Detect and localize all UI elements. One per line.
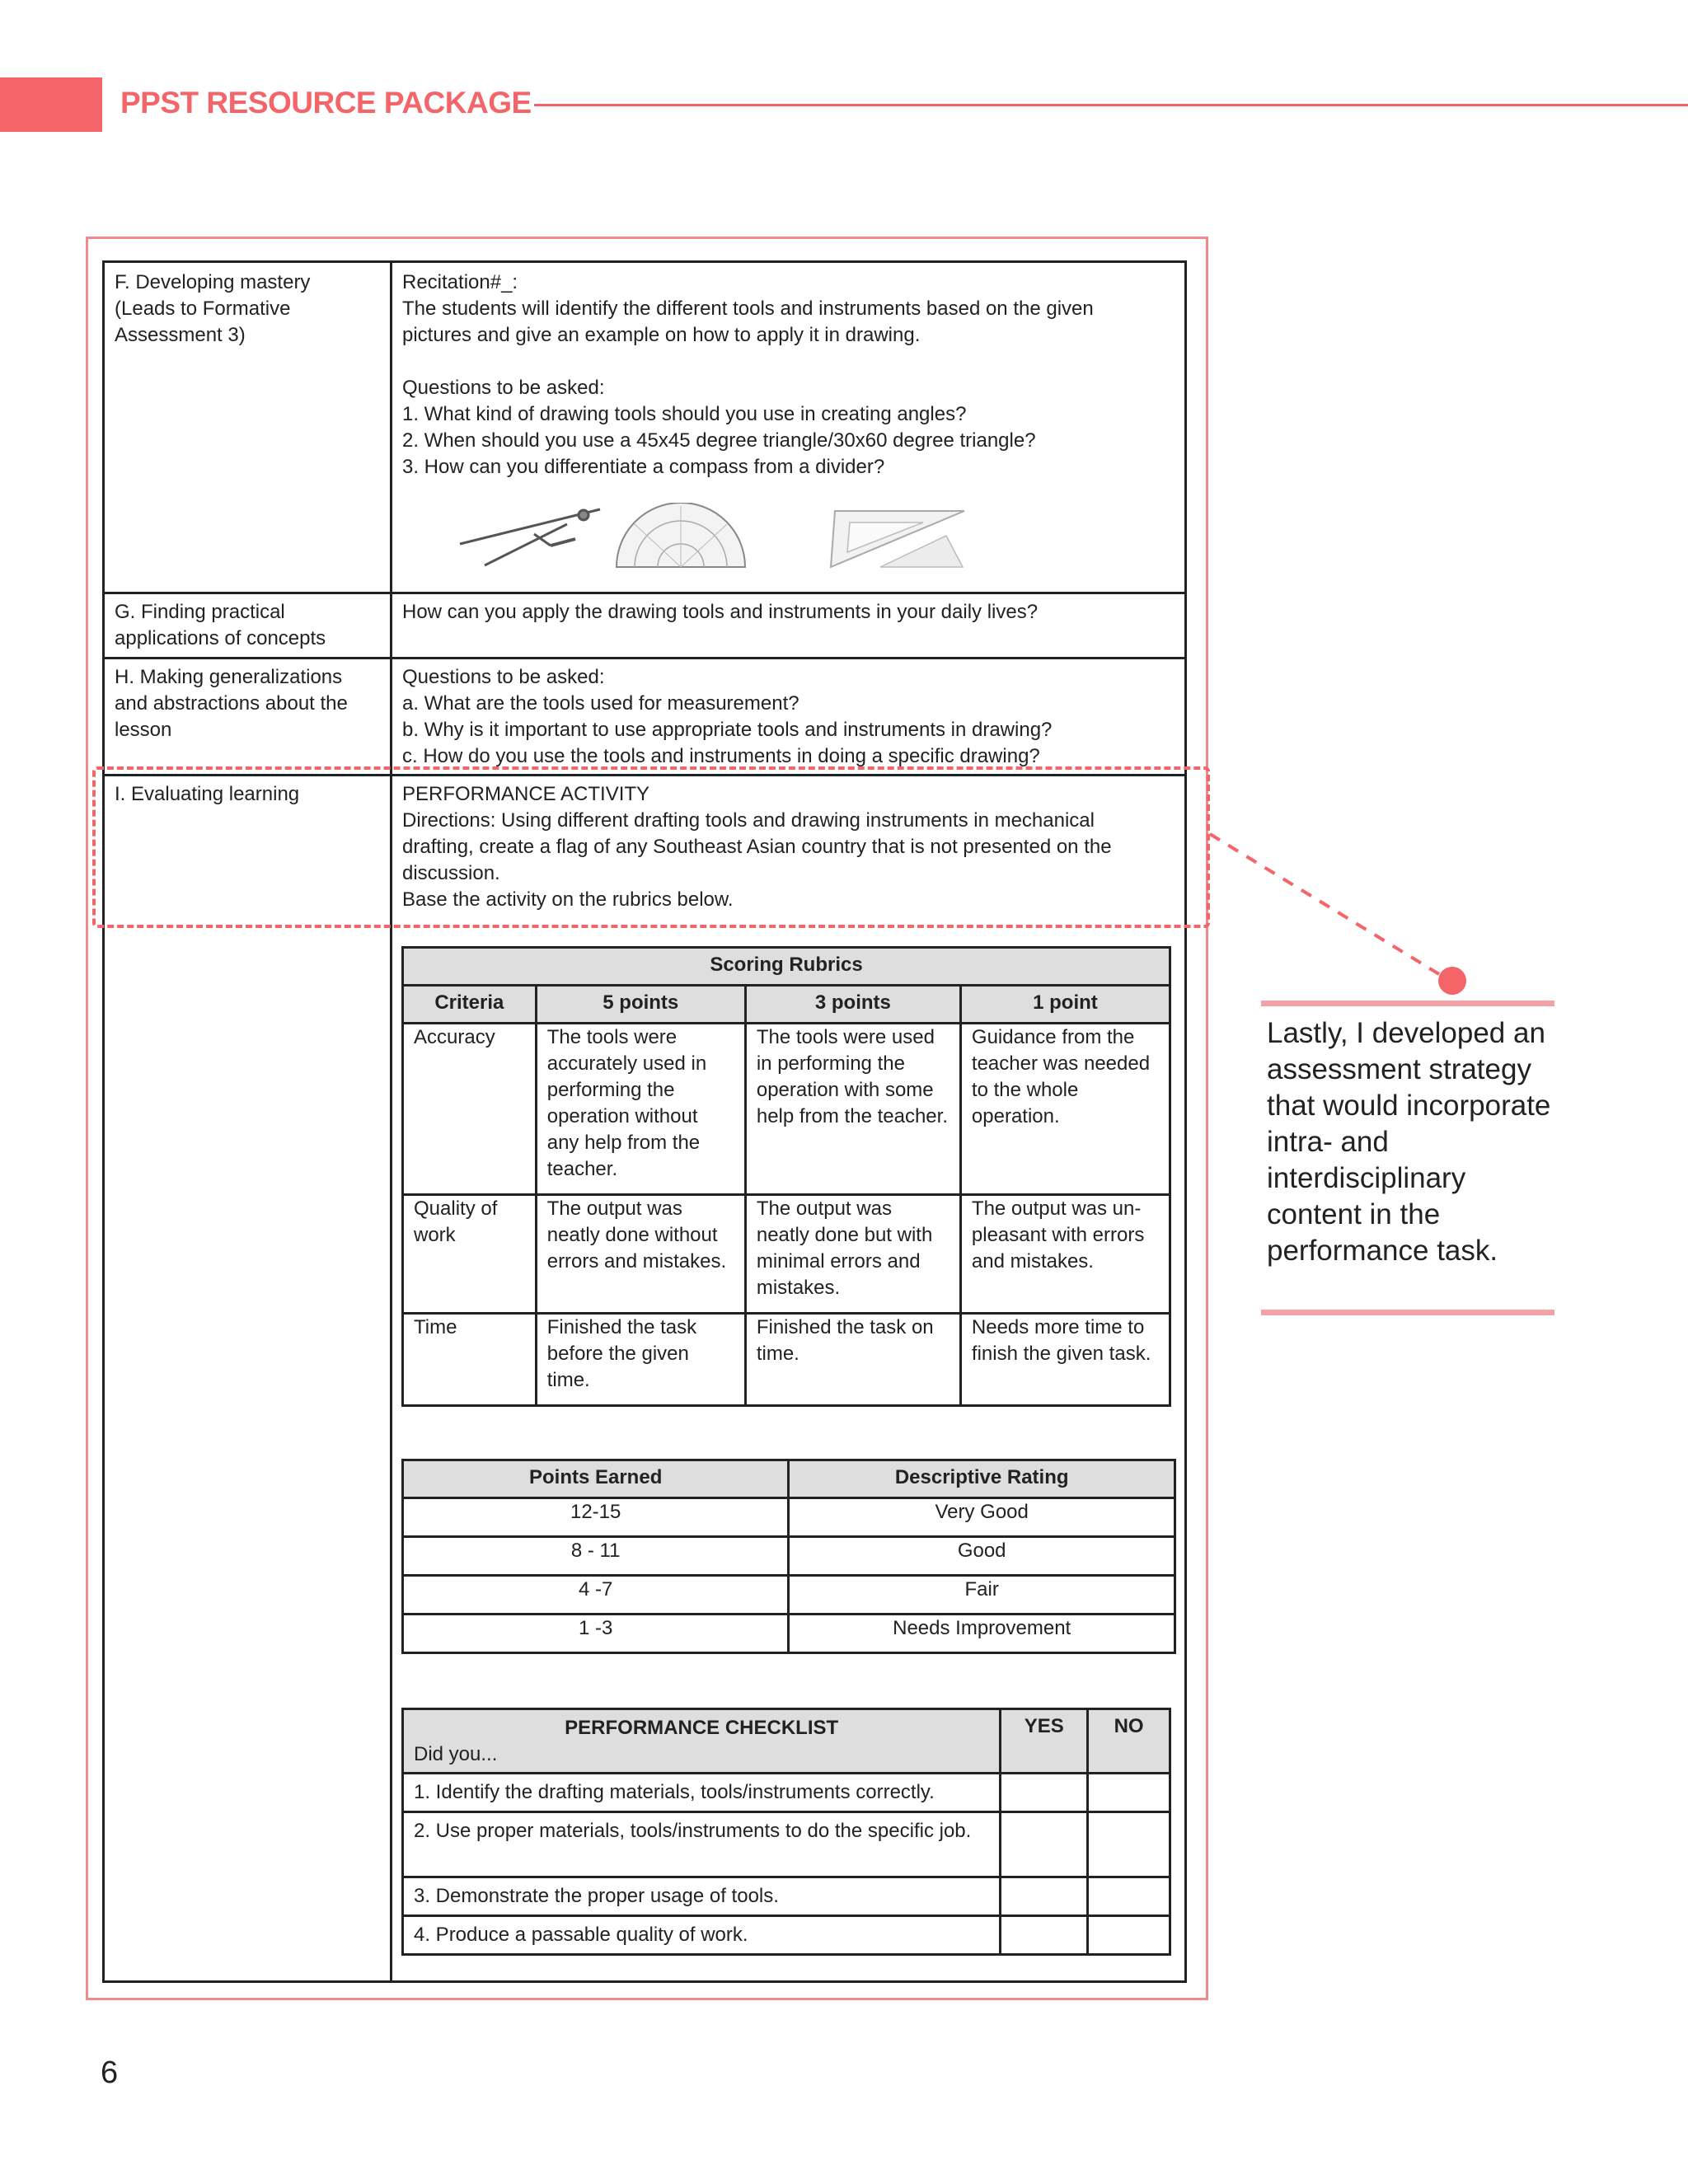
table-row bbox=[403, 1314, 1170, 1406]
table-row: 2. Use proper materials, tools/instruments to do the specific job. bbox=[403, 1812, 1170, 1877]
side-note-text: Lastly, I developed an assessment strategy that would incorporate intra- and interdisciplinary content in the performance task. bbox=[1267, 1017, 1551, 1267]
triangle-ruler-icon bbox=[831, 511, 964, 567]
checklist-title: PERFORMANCE CHECKLIST bbox=[565, 1717, 839, 1739]
rubric-cell: Guidance from the teacher was needed to the whole operation. bbox=[960, 1024, 1170, 1195]
rubric-cell: The output was neatly done but with minimal errors and mistakes. bbox=[745, 1195, 960, 1314]
row-g-label: G. Finding practical applications of concepts bbox=[115, 601, 326, 649]
row-h-content: Questions to be asked: a. What are the tools used for measurement? b. Why is it important to use appropriate tools and instruments in drawing? c. How do you use the tools and instruments in doing a specific drawing? bbox=[402, 666, 1053, 767]
page-number: 6 bbox=[101, 2055, 119, 2090]
checklist-yes-cell[interactable] bbox=[1001, 1916, 1088, 1955]
callout-dot bbox=[1438, 967, 1466, 995]
table-row: 3. Demonstrate the proper usage of tools. bbox=[403, 1877, 1170, 1916]
rubric-header-1-point: 1 point bbox=[960, 986, 1170, 1024]
row-f-content: Recitation#_: The students will identify the different tools and instruments based on the given pictures and give an example on how to apply it in drawing. Questions to be asked: 1. What kind of drawing tools should you use in creating angles? 2. When should you use a 45x45 degree triangle/30x60 degree triangle? 3. How can you differentiate a compass from a divider? bbox=[402, 271, 1094, 478]
note-bottom-rule bbox=[1261, 1310, 1554, 1315]
rubric-title: Scoring Rubrics bbox=[403, 948, 1170, 986]
checklist-yes-cell[interactable] bbox=[1001, 1774, 1088, 1812]
rubric-cell: The output was neatly done without errors and mistakes. bbox=[536, 1195, 745, 1314]
rubric-criterion: Quality of work bbox=[403, 1195, 537, 1314]
row-f-label: F. Developing mastery (Leads to Formative Assessment 3) bbox=[115, 271, 311, 346]
rating-header-points: Points Earned bbox=[403, 1460, 789, 1498]
header-accent-block bbox=[0, 77, 102, 132]
checklist-yes-header: YES bbox=[1001, 1709, 1088, 1774]
checklist-no-header: NO bbox=[1088, 1709, 1170, 1774]
rating-scale-table bbox=[401, 1459, 1176, 1654]
column-divider bbox=[390, 263, 392, 1980]
rating-header-descriptive: Descriptive Rating bbox=[789, 1460, 1175, 1498]
rubric-cell: The output was un-pleasant with errors and mistakes. bbox=[960, 1195, 1170, 1314]
protractor-icon bbox=[617, 503, 745, 567]
table-row: 12-15 Very Good bbox=[403, 1498, 1175, 1537]
performance-checklist-table bbox=[401, 1708, 1171, 1956]
table-row: 4. Produce a passable quality of work. bbox=[403, 1916, 1170, 1955]
rubric-cell: The tools were used in performing the operation with some help from the teacher. bbox=[745, 1024, 960, 1195]
row-i-label: I. Evaluating learning bbox=[115, 783, 300, 805]
rubric-cell: Finished the task on time. bbox=[745, 1314, 960, 1406]
drawing-tools-illustration bbox=[452, 503, 979, 569]
table-row: 1 -3 Needs Improvement bbox=[403, 1615, 1175, 1653]
compass-icon bbox=[460, 509, 600, 565]
table-row: 8 - 11 Good bbox=[403, 1537, 1175, 1576]
rubric-header-3-points: 3 points bbox=[745, 986, 960, 1024]
rubric-criterion: Time bbox=[403, 1314, 537, 1406]
checklist-no-cell[interactable] bbox=[1088, 1877, 1170, 1916]
table-row: 1. Identify the drafting materials, tools/instruments correctly. bbox=[403, 1774, 1170, 1812]
rubric-header-5-points: 5 points bbox=[536, 986, 745, 1024]
table-row bbox=[403, 1024, 1170, 1195]
row-divider bbox=[105, 592, 1184, 594]
row-g-content: How can you apply the drawing tools and instruments in your daily lives? bbox=[402, 601, 1039, 623]
table-row: 4 -7 Fair bbox=[403, 1576, 1175, 1615]
rubric-header-criteria: Criteria bbox=[403, 986, 537, 1024]
rubric-cell: Needs more time to finish the given task. bbox=[960, 1314, 1170, 1406]
checklist-no-cell[interactable] bbox=[1088, 1774, 1170, 1812]
header-title: PPST RESOURCE PACKAGE bbox=[120, 86, 532, 120]
rubric-cell: Finished the task before the given time. bbox=[536, 1314, 745, 1406]
checklist-yes-cell[interactable] bbox=[1001, 1812, 1088, 1877]
rubric-criterion: Accuracy bbox=[403, 1024, 537, 1195]
note-top-rule bbox=[1261, 1001, 1554, 1006]
checklist-subtitle: Did you... bbox=[414, 1743, 498, 1765]
checklist-no-cell[interactable] bbox=[1088, 1916, 1170, 1955]
row-i-content: PERFORMANCE ACTIVITY Directions: Using different drafting tools and drawing instruments in mechanical drafting, create a flag of any Southeast Asian country that is not presented on the discussion. Base the activity on the rubrics below. bbox=[402, 783, 1112, 911]
checklist-no-cell[interactable] bbox=[1088, 1812, 1170, 1877]
checklist-header bbox=[403, 1709, 1001, 1774]
checklist-yes-cell[interactable] bbox=[1001, 1877, 1088, 1916]
header-rule bbox=[534, 104, 1688, 106]
table-row bbox=[403, 1195, 1170, 1314]
scoring-rubric-table bbox=[401, 946, 1171, 1407]
rubric-cell: The tools were accurately used in performing the operation without any help from the teacher. bbox=[536, 1024, 745, 1195]
row-h-label: H. Making generalizations and abstractions about the lesson bbox=[115, 666, 348, 741]
row-divider bbox=[105, 657, 1184, 659]
callout-connector bbox=[1208, 832, 1456, 997]
evaluation-highlight-box bbox=[92, 766, 1210, 928]
